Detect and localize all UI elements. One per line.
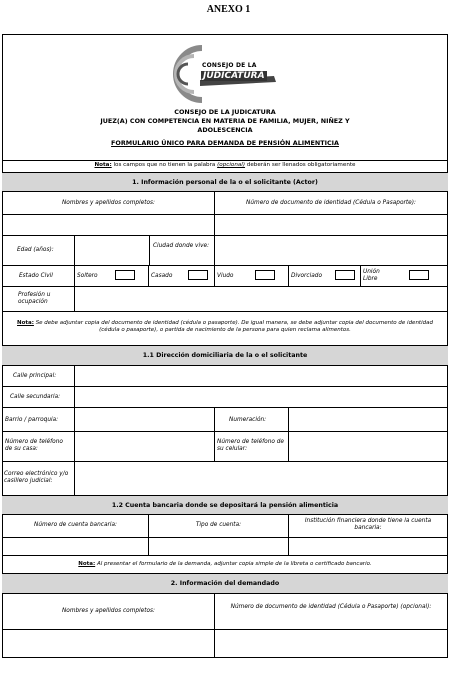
- s1-civil-option: Soltero: [77, 273, 98, 279]
- s1-profession-input[interactable]: [74, 286, 448, 312]
- s1-civil-label: Estado Civil: [19, 273, 53, 279]
- s1-civil-option: Casado: [151, 273, 173, 279]
- s11-cell-phone-label: Número de teléfono de su celular:: [217, 439, 284, 452]
- s1-civil-option: Viudo: [217, 273, 234, 279]
- section12-title: 1.2 Cuenta bancaria donde se depositará la pensión alimenticia: [2, 495, 448, 515]
- logo-line1: CONSEJO DE LA: [202, 62, 257, 69]
- divider: [214, 265, 215, 287]
- s12-institution-label: Institución financiera donde tiene la cuenta bancaria:: [304, 518, 432, 531]
- s11-main-street-label: Calle principal:: [13, 373, 57, 379]
- s1-civil-option: Unión Libre: [363, 269, 380, 282]
- s11-home-phone-input[interactable]: [74, 431, 215, 462]
- s12-note: Nota: Al presentar el formulario de la demanda, adjuntar copia simple de la libreta o certificado bancario.: [78, 561, 372, 567]
- s1-single-checkbox[interactable]: [115, 270, 135, 280]
- s1-city-label-cell: [149, 235, 215, 266]
- form-title: FORMULARIO ÚNICO PARA DEMANDA DE PENSIÓN ALIMENTICIA: [111, 139, 339, 147]
- s12-account-number-input[interactable]: [2, 537, 149, 556]
- s11-cell-phone-input[interactable]: [288, 431, 448, 462]
- s1-age-label: Edad (años):: [17, 247, 54, 253]
- header-line1: CONSEJO DE LA JUDICATURA: [174, 108, 276, 116]
- s2-names-label: Nombres y apellidos completos:: [61, 608, 156, 614]
- s2-id-label-cell: [214, 593, 448, 630]
- header-line3: ADOLESCENCIA: [197, 126, 253, 134]
- s1-note: Nota: Se debe adjuntar copia del documento de identidad (cédula o pasaporte). De igual manera, se debe adjuntar copia del documento de identidad (cédula o pasaporte), o partida de nacimiento de la persona para quien reclama alimentos.: [17, 320, 433, 333]
- divider: [148, 265, 149, 287]
- top-note: Nota: los campos que no tienen la palabra (opcional) deberán ser llenados obligatoriamente: [94, 162, 356, 168]
- judicature-logo: [166, 40, 286, 106]
- section2-title: 2. Información del demandado: [2, 573, 448, 594]
- s1-married-checkbox[interactable]: [188, 270, 208, 280]
- s2-id-input[interactable]: [214, 629, 448, 658]
- header-line2: JUEZ(A) CON COMPETENCIA EN MATERIA DE FAMILIA, MUJER, NIÑEZ Y: [100, 117, 350, 125]
- annex-title: ANEXO 1: [206, 4, 251, 15]
- s1-widowed-checkbox[interactable]: [255, 270, 275, 280]
- s1-civil-option: Divorciado: [291, 273, 323, 279]
- s1-divorced-checkbox[interactable]: [335, 270, 355, 280]
- s11-home-phone-label: Número de teléfono de su casa:: [5, 439, 63, 452]
- s2-id-label: Número de documento de identidad (Cédula o Pasaporte) (opcional):: [230, 604, 432, 610]
- s12-institution-input[interactable]: [288, 537, 448, 556]
- divider: [288, 265, 289, 287]
- s1-names-input[interactable]: [2, 214, 215, 236]
- s12-account-type-input[interactable]: [148, 537, 289, 556]
- s1-profession-label: Profesión u ocupación: [18, 292, 51, 305]
- section11-title: 1.1 Dirección domiciliaria de la o el solicitante: [2, 345, 448, 366]
- s11-number-label: Numeración:: [229, 417, 267, 423]
- s11-number-input[interactable]: [288, 407, 448, 432]
- s11-main-street-input[interactable]: [74, 365, 448, 387]
- divider: [360, 265, 361, 287]
- s1-free-union-checkbox[interactable]: [409, 270, 429, 280]
- s11-neighborhood-input[interactable]: [74, 407, 215, 432]
- s11-email-input[interactable]: [74, 461, 448, 496]
- s2-names-input[interactable]: [2, 629, 215, 658]
- divider: [74, 265, 75, 287]
- s1-id-label: Número de documento de identidad (Cédula o Pasaporte):: [246, 200, 416, 206]
- s1-city-input[interactable]: [214, 235, 448, 266]
- s12-account-type-label: Tipo de cuenta:: [195, 522, 242, 528]
- section1-title: 1. Información personal de la o el solicitante (Actor): [2, 172, 448, 192]
- s12-account-number-label: Número de cuenta bancaria:: [34, 522, 117, 528]
- s11-secondary-street-input[interactable]: [74, 386, 448, 408]
- s11-email-label: Correo electrónico y/o casillero judicial:: [4, 471, 69, 484]
- logo-line2: JUDICATURA: [203, 71, 265, 81]
- s11-secondary-street-label: Calle secundaria:: [10, 394, 61, 400]
- divider: [2, 160, 448, 161]
- s1-city-label: Ciudad donde vive:: [152, 243, 210, 249]
- s1-id-input[interactable]: [214, 214, 448, 236]
- s1-age-input[interactable]: [74, 235, 150, 266]
- s11-neighborhood-label: Barrio / parroquia:: [5, 417, 59, 423]
- s1-names-label: Nombres y apellidos completos:: [61, 200, 156, 206]
